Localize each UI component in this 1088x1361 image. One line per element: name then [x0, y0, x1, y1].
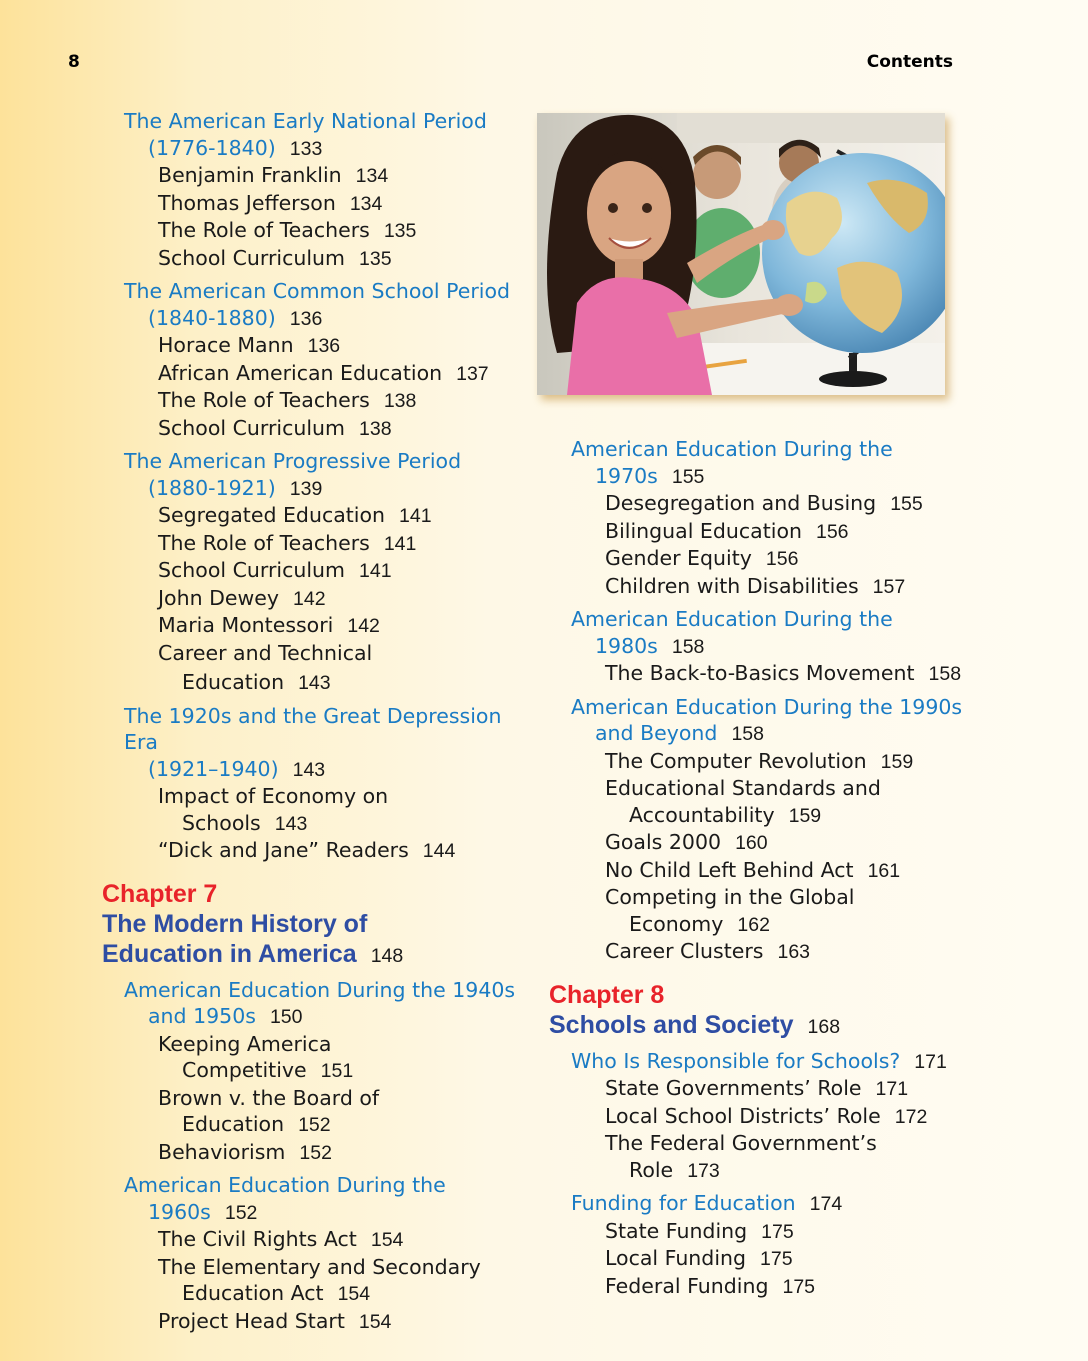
- toc-entry[interactable]: Career and Technical Education 143: [158, 640, 373, 694]
- toc-entry[interactable]: Project Head Start 154: [158, 1308, 392, 1333]
- toc-entry[interactable]: Local Funding 175: [605, 1246, 793, 1270]
- toc-entry[interactable]: School Curriculum 138: [158, 415, 392, 440]
- toc-entry[interactable]: School Curriculum 135: [158, 245, 392, 270]
- toc-entry[interactable]: Horace Mann 136: [158, 333, 341, 357]
- page-ref: 158: [731, 723, 764, 745]
- toc-entry[interactable]: Career Clusters 163: [605, 939, 811, 963]
- chapter-number: Chapter 7: [102, 879, 218, 908]
- toc-entry[interactable]: “Dick and Jane” Readers 144: [158, 838, 456, 862]
- section-title[interactable]: American Education During the 1980s 158: [571, 607, 893, 658]
- chapter-title: Schools and Society 168: [549, 1010, 841, 1039]
- toc-entry[interactable]: Desegregation and Busing 155: [605, 491, 923, 515]
- page-ref: 133: [289, 137, 323, 160]
- toc-left-column: [102, 108, 522, 1341]
- page-ref: 168: [807, 1015, 841, 1038]
- toc-entry[interactable]: Children with Disabilities 157: [605, 573, 906, 598]
- toc-entry[interactable]: Competing in the Global Economy 162: [605, 885, 855, 936]
- section-title[interactable]: Funding for Education 174: [571, 1191, 843, 1215]
- toc-entry[interactable]: Maria Montessori 142: [158, 613, 380, 637]
- chapter-7-heading[interactable]: [102, 879, 522, 971]
- toc-section-common-school: [124, 278, 522, 442]
- toc-section-early-national: [124, 108, 522, 272]
- page-ref: 148: [370, 944, 404, 967]
- toc-section-funding: [571, 1190, 969, 1300]
- toc-entry[interactable]: Federal Funding 175: [605, 1273, 816, 1298]
- toc-entry[interactable]: Goals 2000 160: [605, 830, 768, 854]
- toc-section-great-depression: [124, 703, 522, 865]
- toc-section-1940s-1950s: [124, 977, 522, 1167]
- section-title[interactable]: Who Is Responsible for Schools? 171: [571, 1048, 947, 1073]
- section-title[interactable]: American Education During the 1990s and Beyond 158: [571, 694, 963, 745]
- toc-entry[interactable]: The Elementary and Secondary Education Act 154: [158, 1254, 481, 1305]
- toc-section-progressive: [124, 448, 522, 697]
- page-ref: 139: [289, 477, 323, 500]
- chapter-title: The Modern History of Education in America 148: [102, 909, 404, 968]
- toc-entry[interactable]: Local School Districts’ Role 172: [605, 1103, 928, 1128]
- toc-entry[interactable]: The Role of Teachers 138: [158, 388, 417, 412]
- toc-entry[interactable]: The Role of Teachers 141: [158, 530, 417, 555]
- toc-entry[interactable]: No Child Left Behind Act 161: [605, 857, 901, 882]
- toc-entry[interactable]: Thomas Jefferson 134: [158, 190, 383, 215]
- page-ref: 136: [289, 307, 323, 330]
- page-number: 8: [68, 52, 80, 72]
- section-title[interactable]: The American Common School Period (1840-1880) 136: [124, 279, 511, 330]
- toc-section-responsibility: [571, 1048, 969, 1185]
- page-ref: 150: [269, 1006, 303, 1028]
- section-title[interactable]: American Education During the 1960s 152: [124, 1173, 446, 1224]
- toc-section-1980s: [571, 606, 969, 688]
- toc-entry[interactable]: Bilingual Education 156: [605, 518, 849, 543]
- page-ref: 143: [292, 758, 326, 781]
- section-title[interactable]: The 1920s and the Great Depression Era (1921–1940) 143: [124, 703, 502, 781]
- toc-section-1990s-beyond: [571, 694, 969, 966]
- toc-entry[interactable]: African American Education 137: [158, 360, 489, 385]
- toc-entry[interactable]: State Governments’ Role 171: [605, 1076, 909, 1100]
- page-ref: 155: [671, 465, 705, 488]
- toc-entry[interactable]: State Funding 175: [605, 1218, 794, 1243]
- toc-section-1970s: [571, 436, 969, 600]
- page-ref: 152: [224, 1201, 258, 1224]
- toc-entry[interactable]: Brown v. the Board of Education 152: [158, 1085, 380, 1136]
- toc-entry[interactable]: The Back-to-Basics Movement 158: [605, 661, 962, 685]
- toc-section-1960s: [124, 1172, 522, 1335]
- chapter-number: Chapter 8: [549, 980, 665, 1009]
- page-ref: 174: [809, 1193, 843, 1215]
- toc-entry[interactable]: The Civil Rights Act 154: [158, 1227, 404, 1251]
- girl-with-globe-photo: [537, 113, 945, 395]
- toc-entry[interactable]: John Dewey 142: [158, 585, 326, 610]
- toc-entry[interactable]: Gender Equity 156: [605, 546, 799, 570]
- toc-entry[interactable]: Benjamin Franklin 134: [158, 163, 389, 187]
- running-header-title: Contents: [866, 52, 953, 72]
- section-title[interactable]: American Education During the 1970s 155: [571, 437, 893, 488]
- toc-entry[interactable]: Impact of Economy on Schools 143: [158, 784, 389, 835]
- toc-entry[interactable]: The Computer Revolution 159: [605, 748, 914, 773]
- section-title[interactable]: American Education During the 1940s and 1950s 150: [124, 977, 516, 1028]
- page-ref: 171: [914, 1050, 947, 1073]
- chapter-8-heading[interactable]: [549, 980, 969, 1042]
- toc-entry[interactable]: School Curriculum 141: [158, 558, 392, 582]
- toc-entry[interactable]: Keeping America Competitive 151: [158, 1031, 354, 1082]
- toc-entry[interactable]: The Federal Government’s Role 173: [605, 1131, 877, 1182]
- toc-entry[interactable]: Educational Standards and Accountability 159: [605, 776, 881, 827]
- photo-illustration: [537, 113, 945, 395]
- toc-entry[interactable]: Segregated Education 141: [158, 503, 432, 527]
- toc-entry[interactable]: Behaviorism 152: [158, 1139, 332, 1164]
- section-title[interactable]: The American Progressive Period (1880-1921) 139: [124, 449, 462, 500]
- toc-right-column: [549, 436, 969, 1306]
- section-title[interactable]: The American Early National Period (1776-1840) 133: [124, 109, 487, 160]
- toc-entry[interactable]: The Role of Teachers 135: [158, 218, 417, 242]
- page-ref: 158: [671, 635, 705, 658]
